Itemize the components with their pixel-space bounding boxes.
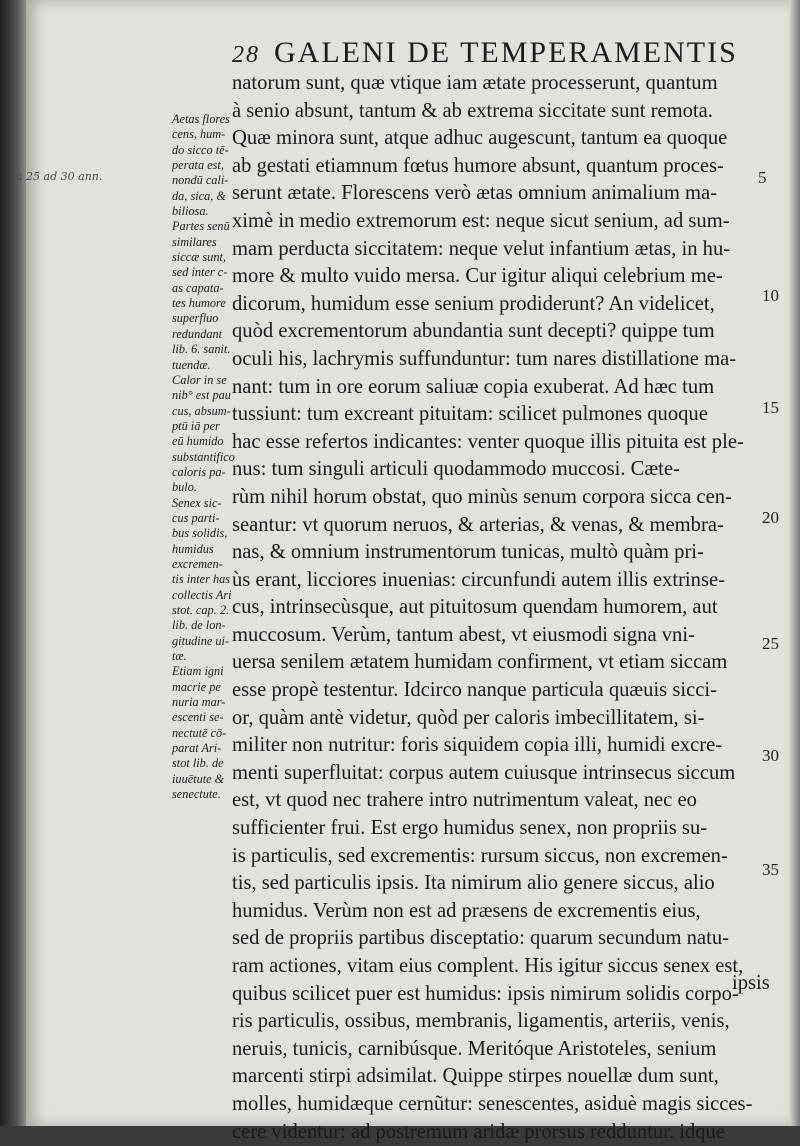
text-line: cere videntur: ad postremum aridæ prorsus redduntur. idque xyxy=(232,1120,725,1143)
margin-note-line: caloris pa- xyxy=(172,464,226,479)
text-line: militer non nutritur: foris siquidem copia illi, humidi excre- xyxy=(232,734,723,757)
catchword: ipsis xyxy=(732,972,770,994)
margin-notes xyxy=(172,112,234,802)
text-line: sufficienter frui. Est ergo humidus senex, non propriis su- xyxy=(232,817,708,840)
margin-note-line: bulo. xyxy=(172,480,197,495)
margin-note-line: cens, hum- xyxy=(172,127,226,142)
margin-note-line: lib. de lon- xyxy=(172,618,226,633)
text-line: marcenti stirpi adsimilat. Quippe stirpes nouellæ dum sunt, xyxy=(232,1065,719,1088)
text-line: natorum sunt, quæ vtique iam ætate processerunt, quantum xyxy=(232,72,718,94)
text-line: quòd excrementorum abundantia sunt decepti? quippe tum xyxy=(232,320,715,343)
margin-note-line: do sicco tē- xyxy=(172,142,229,157)
margin-note-line: biliosa. xyxy=(172,204,209,219)
line-number-15: 15 xyxy=(762,398,779,417)
margin-note-line: cus, absum- xyxy=(172,403,231,418)
text-line: menti superfluitat: corpus autem cuiusque intrinsecus siccum xyxy=(232,761,736,784)
margin-note-line: redundant xyxy=(172,326,223,341)
margin-note-line: nib° est pau xyxy=(172,388,231,403)
margin-note-line: tæ. xyxy=(172,649,187,664)
text-line: uersa senilem ætatem humidam confirment, vt etiam siccam xyxy=(232,651,728,674)
margin-note-line: Aetas flores xyxy=(172,112,230,126)
text-line: dicorum, humidum esse senium prodiderunt? An videlicet, xyxy=(232,292,715,315)
text-line: à senio absunt, tantum & ab extrema siccitate sunt remota. xyxy=(232,99,713,122)
text-line: ab gestati etiamnum fœtus humore absunt, quantum proces- xyxy=(232,154,724,177)
margin-note-line: siccæ sunt, xyxy=(172,250,226,265)
book-gutter xyxy=(0,0,26,1126)
text-line: seantur: vt quorum neruos, & arterias, & venas, & membra- xyxy=(232,513,724,536)
text-line: nus: tum singuli articuli quodammodo muccosi. Cæte- xyxy=(232,458,680,481)
text-line: tussiunt: tum excreant pituitam: scilicet pulmones quoque xyxy=(232,403,708,426)
text-line: ris particulis, ossibus, membranis, ligamentis, arteriis, venis, xyxy=(232,1010,730,1033)
text-line: more & multo vuido mersa. Cur igitur aliqui celebrium me- xyxy=(232,265,723,288)
text-line: molles, humidæque cernũtur: senescentes, asiduè magis sicces- xyxy=(232,1092,753,1115)
text-line: oculi his, lachrymis suffunduntur: tum nares distillatione ma- xyxy=(232,347,737,370)
running-header xyxy=(232,36,752,70)
text-line: Quæ minora sunt, atque adhuc augescunt, tantum ea quoque xyxy=(232,127,728,150)
margin-note-line: gitudine ui- xyxy=(172,633,230,648)
line-number-20: 20 xyxy=(762,508,779,527)
text-line: ximè in medio extremorum est: neque sicut senium, ad sum- xyxy=(232,209,730,232)
text-line: is particulis, sed excrementis: rursum siccus, non excremen- xyxy=(232,844,728,867)
margin-note-line: senectute. xyxy=(172,787,221,802)
page-edge xyxy=(790,0,800,1126)
text-line: esse propè testentur. Idcirco nanque particula quæuis sicci- xyxy=(232,679,717,702)
margin-note-line: tis inter has xyxy=(172,572,231,587)
margin-note-line: iuuētute & xyxy=(172,771,225,786)
margin-note-line: escenti se- xyxy=(172,710,224,725)
text-line: nas, & omnium instrumentorum tunicas, multò quàm pri- xyxy=(232,541,704,564)
text-line: or, quàm antè videtur, quòd per caloris imbecillitatem, si- xyxy=(232,706,705,729)
margin-note-line: macrie pe xyxy=(172,679,221,694)
margin-note-line: similares xyxy=(172,234,217,249)
text-line: neruis, tunicis, carnibúsque. Meritóque Aristoteles, senium xyxy=(232,1037,717,1060)
margin-note-line: lib. 6. sanit. xyxy=(172,342,231,357)
margin-note-line: da, sica, & xyxy=(172,188,226,203)
margin-note-line: substantifico xyxy=(172,449,235,464)
text-line: nant: tum in ore eorum saliuæ copia exuberat. Ad hæc tum xyxy=(232,375,715,398)
text-line: hac esse refertos indicantes: venter quoque illis pituita est ple- xyxy=(232,430,744,453)
text-line: cus, intrinsecùsque, aut pituitosum quendam humorem, aut xyxy=(232,596,718,619)
line-number-5: 5 xyxy=(758,168,767,187)
text-line: rùm nihil horum obstat, quo minùs senum corpora sicca cen- xyxy=(232,485,732,508)
margin-note-line: nondū cali- xyxy=(172,173,229,188)
text-line: quibus scilicet puer est humidus: ipsis nimirum solidis corpo- xyxy=(232,982,739,1005)
margin-note-line: humidus xyxy=(172,541,214,556)
margin-note-line: ptū iā per xyxy=(172,418,220,433)
text-line: tis, sed particulis ipsis. Ita nimirum alio genere siccus, alio xyxy=(232,872,715,895)
text-line: humidus. Verùm non est ad præsens de excrementis eius, xyxy=(232,899,701,922)
margin-note-line: Senex sic- xyxy=(172,495,222,510)
line-number-10: 10 xyxy=(762,286,779,305)
text-line: serunt ætate. Florescens verò ætas omnium animalium ma- xyxy=(232,182,717,205)
text-line: mam perducta siccitatem: neque velut infantium ætas, in hu- xyxy=(232,237,731,260)
margin-note-line: stot lib. de xyxy=(172,756,224,771)
running-head-title: GALENI DE TEMPERAMENTIS xyxy=(274,36,738,69)
folio-number: 28 xyxy=(232,42,260,68)
text-line: ùs erant, licciores inuenias: circunfundi autem illis extrinse- xyxy=(232,568,725,591)
text-line: est, vt quod nec trahere intro nutrimentum valeat, nec eo xyxy=(232,789,697,812)
margin-note-line: Etiam igni xyxy=(172,664,224,679)
margin-note-line: tuendæ. xyxy=(172,357,211,372)
text-line: muccosum. Verùm, tantum abest, vt eiusmodi signa vni- xyxy=(232,623,695,646)
margin-note-line: Calor in se xyxy=(172,372,227,387)
margin-note-line: Partes senū xyxy=(172,219,230,234)
margin-note-line: as capata- xyxy=(172,280,224,295)
margin-note-line: parat Ari- xyxy=(172,741,222,756)
margin-note-line: perata est, xyxy=(172,158,224,173)
margin-note-line: superfluo xyxy=(172,311,219,326)
margin-note-line: tes humore xyxy=(172,296,226,311)
margin-note-line: excremen- xyxy=(172,556,223,571)
margin-note-line: bus solidis, xyxy=(172,526,228,541)
line-number-35: 35 xyxy=(762,860,779,879)
margin-note-line: collectis Ari xyxy=(172,587,232,602)
line-number-30: 30 xyxy=(762,746,779,765)
main-text-column xyxy=(232,70,762,1146)
text-line: sed de propriis partibus disceptatio: quarum secundum natu- xyxy=(232,927,729,950)
margin-note-line: sed inter c- xyxy=(172,265,228,280)
handwritten-annotation-left: a 25 ad 30 ann. xyxy=(16,170,103,183)
margin-note-line: nectutē cō- xyxy=(172,725,227,740)
margin-note-line: stot. cap. 2. xyxy=(172,603,230,617)
text-line: ram actiones, vitam eius complent. His igitur siccus senex est, xyxy=(232,955,744,977)
margin-note-line: nuria mar- xyxy=(172,695,226,710)
line-number-25: 25 xyxy=(762,634,779,653)
margin-note-line: eū humido xyxy=(172,434,224,449)
margin-note-line: cus parti- xyxy=(172,510,220,525)
